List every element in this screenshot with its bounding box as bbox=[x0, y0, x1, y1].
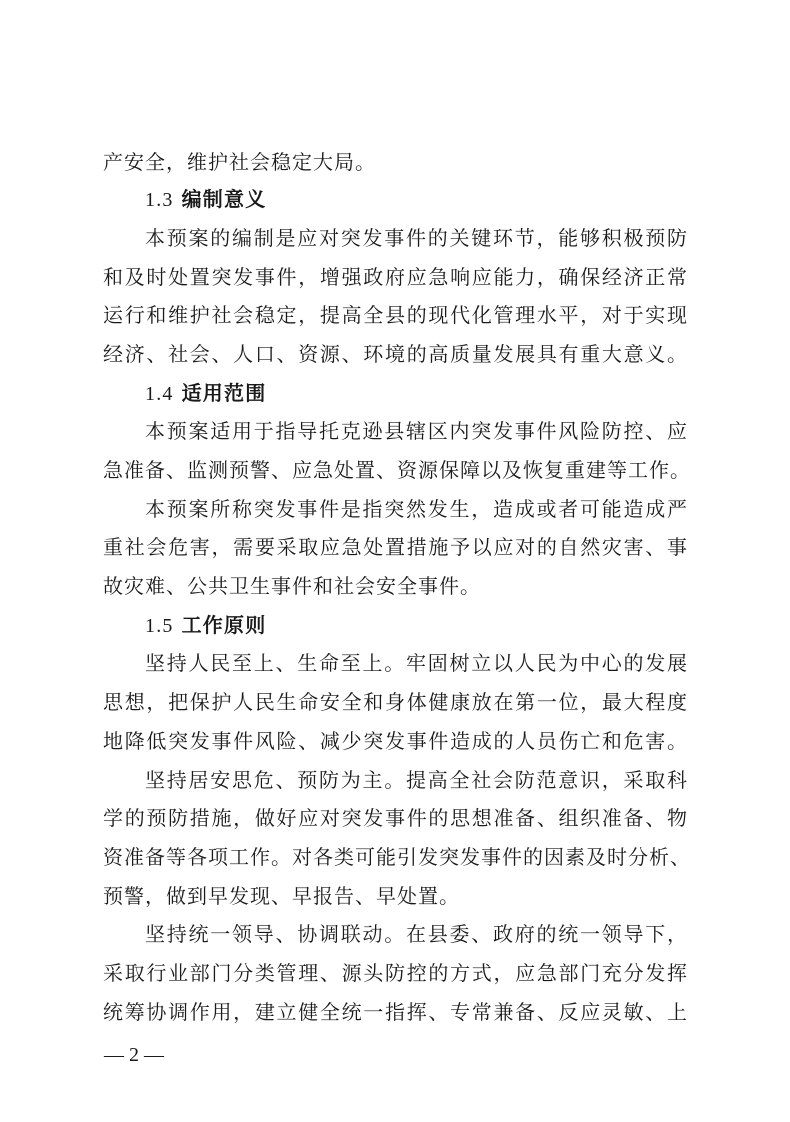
body-line: 重社会危害，需要采取应急处置措施予以应对的自然灾害、事 bbox=[103, 535, 688, 559]
section-heading-1-3 bbox=[145, 184, 266, 215]
section-title: 工作原则 bbox=[181, 613, 267, 637]
body-line: 本预案适用于指导托克逊县辖区内突发事件风险防控、应 bbox=[145, 419, 688, 443]
body-line: 本预案的编制是应对突发事件的关键环节，能够积极预防 bbox=[145, 226, 688, 250]
body-line: 本预案所称突发事件是指突然发生，造成或者可能造成严 bbox=[145, 497, 688, 521]
body-line: 学的预防措施，做好应对突发事件的思想准备、组织准备、物 bbox=[103, 806, 688, 830]
body-line: 急准备、监测预警、应急处置、资源保障以及恢复重建等工作。 bbox=[103, 458, 691, 482]
section-title: 编制意义 bbox=[181, 187, 267, 211]
body-line: 运行和维护社会稳定，提高全县的现代化管理水平，对于实现 bbox=[103, 303, 688, 327]
body-line: 坚持居安思危、预防为主。提高全社会防范意识，采取科 bbox=[145, 768, 688, 792]
body-line: 经济、社会、人口、资源、环境的高质量发展具有重大意义。 bbox=[103, 342, 688, 366]
section-heading-1-5 bbox=[145, 610, 266, 641]
section-title: 适用范围 bbox=[181, 381, 267, 405]
body-line: 思想，把保护人民生命安全和身体健康放在第一位，最大程度 bbox=[103, 690, 688, 714]
body-line: 资准备等各项工作。对各类可能引发突发事件的因素及时分析、 bbox=[103, 845, 691, 869]
section-number: 1.4 bbox=[145, 383, 174, 405]
body-line: 坚持统一领导、协调联动。在县委、政府的统一领导下， bbox=[145, 922, 688, 946]
body-line: 地降低突发事件风险、减少突发事件造成的人员伤亡和危害。 bbox=[103, 729, 688, 753]
section-heading-1-4 bbox=[145, 378, 266, 409]
section-number: 1.3 bbox=[145, 189, 174, 211]
body-line: 产安全，维护社会稳定大局。 bbox=[103, 150, 376, 174]
section-number: 1.5 bbox=[145, 615, 174, 637]
body-line: 预警，做到早发现、早报告、早处置。 bbox=[103, 884, 460, 908]
body-line: 采取行业部门分类管理、源头防控的方式，应急部门充分发挥 bbox=[103, 961, 688, 985]
page-number: — 2 — bbox=[104, 1044, 164, 1066]
body-line: 故灾难、公共卫生事件和社会安全事件。 bbox=[103, 574, 481, 598]
body-line: 和及时处置突发事件，增强政府应急响应能力，确保经济正常 bbox=[103, 265, 688, 289]
body-line: 统筹协调作用，建立健全统一指挥、专常兼备、反应灵敏、上 bbox=[103, 1000, 688, 1024]
body-line: 坚持人民至上、生命至上。牢固树立以人民为中心的发展 bbox=[145, 651, 688, 675]
